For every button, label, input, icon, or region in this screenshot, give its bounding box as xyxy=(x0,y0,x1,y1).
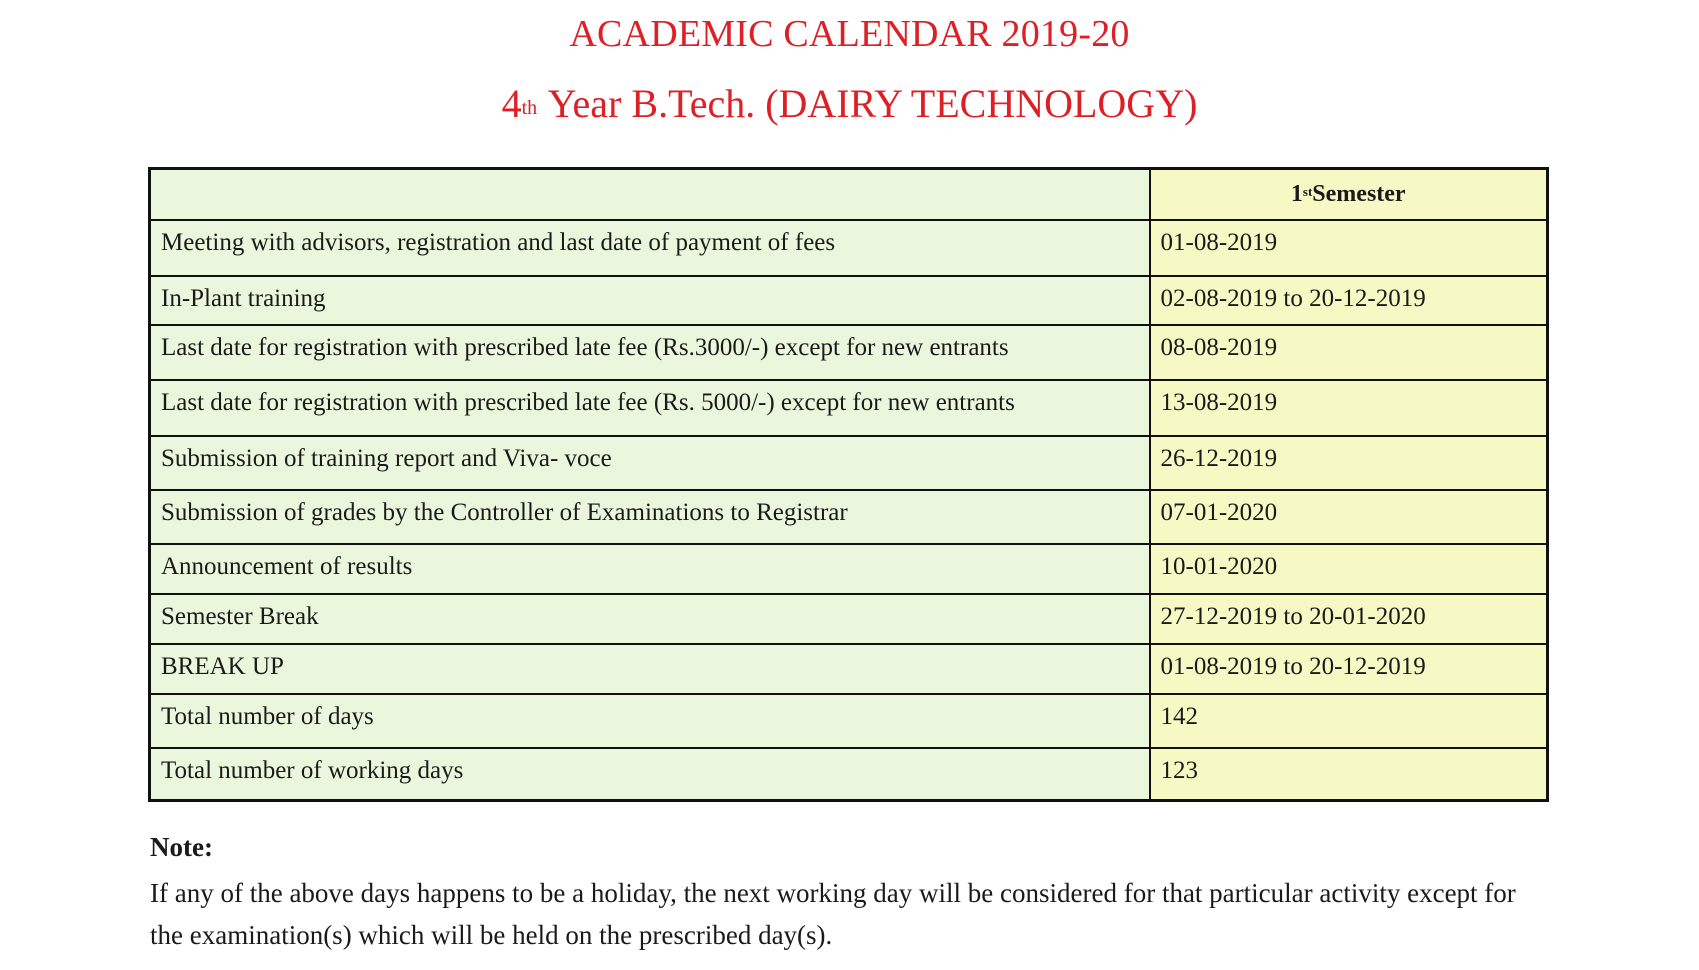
date-cell xyxy=(1150,694,1548,748)
date-text: 07-01-2020 xyxy=(1160,498,1278,526)
note-text: If any of the above days happens to be a holiday, the next working day will be considered for that particular activity except for the examination(s) which will be held on the prescribed day(s). xyxy=(150,878,1516,950)
date-text: 26-12-2019 xyxy=(1160,444,1278,472)
semester-number: 1 xyxy=(1290,181,1303,208)
subtitle-year-number: 4 xyxy=(501,81,522,126)
activity-text: Semester Break xyxy=(161,602,319,630)
date-cell xyxy=(1150,544,1548,594)
activity-cell xyxy=(150,544,1150,594)
activity-text: Total number of days xyxy=(161,702,374,730)
activity-text: Announcement of results xyxy=(161,552,413,580)
table-row xyxy=(150,220,1548,276)
activity-cell xyxy=(150,594,1150,644)
date-cell xyxy=(1150,325,1548,380)
academic-calendar-table xyxy=(148,167,1549,802)
semester-ordinal-suffix: st xyxy=(1302,184,1313,200)
activity-cell xyxy=(150,380,1150,436)
date-text: 01-08-2019 xyxy=(1160,228,1278,256)
subtitle-program: Year B.Tech. (DAIRY TECHNOLOGY) xyxy=(539,81,1198,126)
activity-text: BREAK UP xyxy=(161,652,284,680)
date-text: 02-08-2019 to 20-12-2019 xyxy=(1160,284,1426,312)
date-cell xyxy=(1150,220,1548,276)
semester-heading xyxy=(1291,179,1406,209)
activity-cell xyxy=(150,220,1150,276)
date-text: 142 xyxy=(1160,702,1198,730)
date-cell xyxy=(1150,594,1548,644)
date-text: 10-01-2020 xyxy=(1160,552,1278,580)
date-cell xyxy=(1150,644,1548,694)
activity-cell xyxy=(150,694,1150,748)
date-text: 27-12-2019 to 20-01-2020 xyxy=(1160,602,1426,630)
activity-cell xyxy=(150,325,1150,380)
table-row xyxy=(150,436,1548,490)
date-cell xyxy=(1150,276,1548,325)
activity-cell xyxy=(150,748,1150,801)
header-activity-cell xyxy=(150,169,1150,220)
date-cell xyxy=(1150,436,1548,490)
activity-text: Last date for registration with prescribed late fee (Rs.3000/-) except for new entrants xyxy=(161,333,1009,361)
table-row xyxy=(150,594,1548,644)
header-semester-cell xyxy=(1150,169,1548,220)
date-text: 08-08-2019 xyxy=(1160,333,1278,361)
date-cell xyxy=(1150,748,1548,801)
table-row xyxy=(150,544,1548,594)
activity-text: In-Plant training xyxy=(161,284,326,312)
date-text: 123 xyxy=(1160,756,1198,784)
subtitle-ordinal-suffix: th xyxy=(521,97,538,119)
table-row xyxy=(150,380,1548,436)
activity-text: Last date for registration with prescribed late fee (Rs. 5000/-) except for new entrants xyxy=(161,388,1015,416)
date-cell xyxy=(1150,490,1548,544)
activity-cell xyxy=(150,644,1150,694)
date-text: 01-08-2019 to 20-12-2019 xyxy=(1160,652,1426,680)
date-cell xyxy=(1150,380,1548,436)
table-row xyxy=(150,694,1548,748)
activity-cell xyxy=(150,490,1150,544)
table-row xyxy=(150,325,1548,380)
note-label: Note: xyxy=(150,832,213,862)
table-row xyxy=(150,644,1548,694)
document-title: ACADEMIC CALENDAR 2019-20 xyxy=(569,13,1130,55)
semester-label: Semester xyxy=(1312,181,1406,208)
table-row xyxy=(150,490,1548,544)
activity-text: Submission of grades by the Controller of Examinations to Registrar xyxy=(161,498,848,526)
document-subtitle xyxy=(0,80,1699,128)
activity-cell xyxy=(150,276,1150,325)
activity-text: Submission of training report and Viva- voce xyxy=(161,444,612,472)
table-row xyxy=(150,276,1548,325)
date-text: 13-08-2019 xyxy=(1160,388,1278,416)
activity-text: Total number of working days xyxy=(161,756,464,784)
table-row xyxy=(150,748,1548,801)
activity-cell xyxy=(150,436,1150,490)
table-header-row xyxy=(150,169,1548,220)
activity-text: Meeting with advisors, registration and last date of payment of fees xyxy=(161,228,836,256)
